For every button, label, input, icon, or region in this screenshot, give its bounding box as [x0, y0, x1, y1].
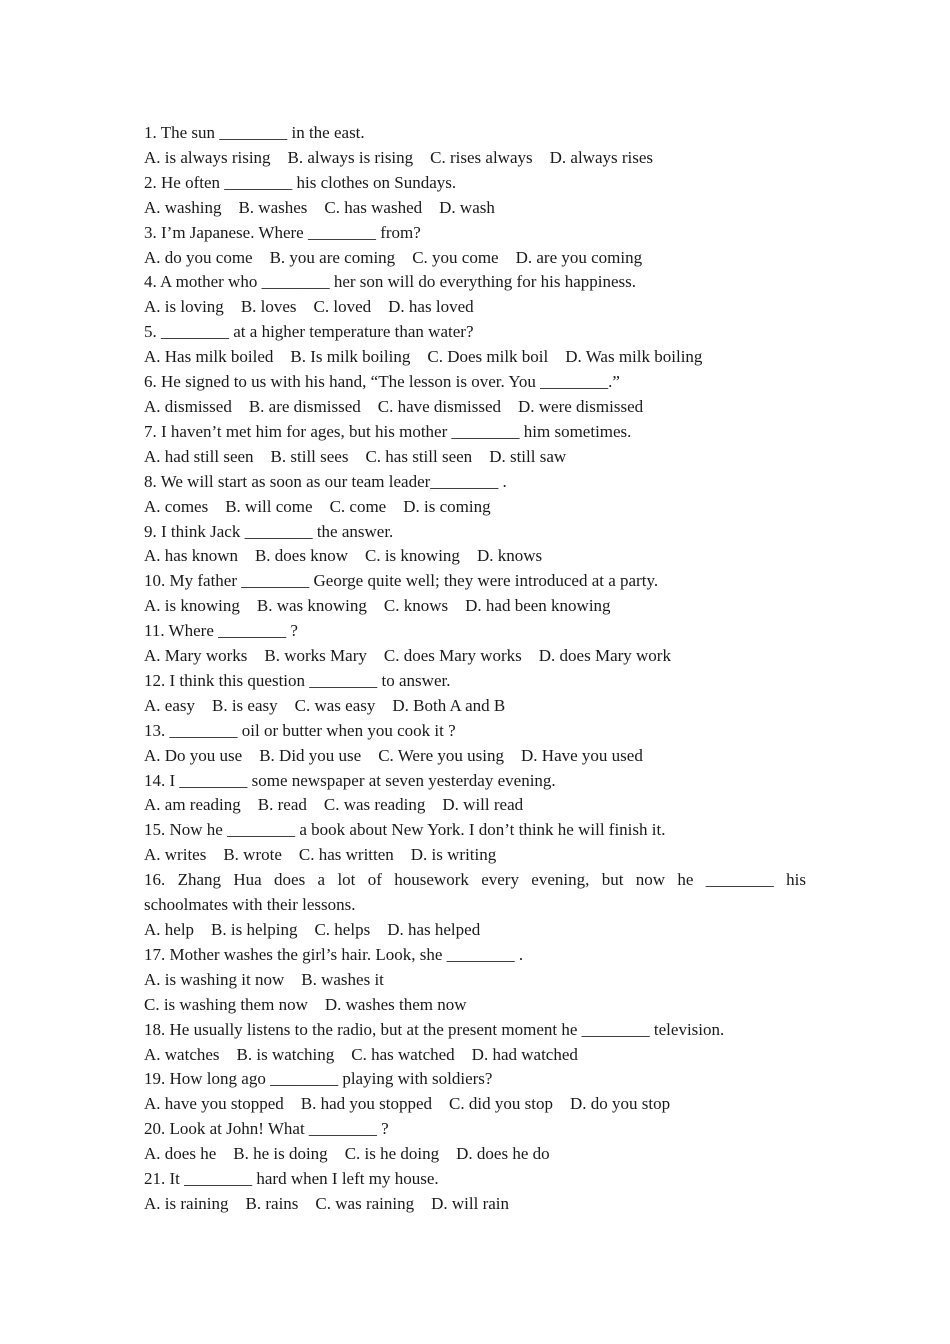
option-a: A. is knowing	[144, 596, 240, 616]
option-c: C. have dismissed	[377, 396, 501, 416]
option-d: D. does Mary work	[538, 646, 671, 666]
option-c: C. knows	[383, 596, 449, 616]
option-a: A. is raining	[144, 1193, 229, 1213]
options-row	[144, 1142, 806, 1167]
question-7	[144, 420, 806, 470]
question-stem: 18. He usually listens to the radio, but at the present moment he ________ television.	[144, 1019, 725, 1039]
option-b: B. loves	[240, 297, 297, 317]
option-a: A. is washing it now	[144, 969, 285, 989]
question-list	[144, 121, 806, 1217]
option-b: B. works Mary	[264, 646, 367, 666]
question-stem: 7. I haven’t met him for ages, but his mother ________ him sometimes.	[144, 421, 632, 441]
option-c: C. loved	[313, 297, 372, 317]
options-row	[144, 445, 806, 470]
question-3	[144, 221, 806, 271]
question-11	[144, 619, 806, 669]
question-2	[144, 171, 806, 221]
options-row	[144, 196, 806, 221]
option-a: A. has known	[144, 546, 238, 566]
question-stem: 21. It ________ hard when I left my house.	[144, 1169, 439, 1189]
question-10	[144, 569, 806, 619]
question-5	[144, 320, 806, 370]
option-a: A. dismissed	[144, 396, 232, 416]
question-1	[144, 121, 806, 171]
option-a: A. watches	[144, 1044, 220, 1064]
options-row	[144, 1043, 806, 1068]
options-row	[144, 146, 806, 171]
option-a: A. is always rising	[144, 147, 271, 167]
option-c: C. did you stop	[449, 1094, 553, 1114]
question-stem: 12. I think this question ________ to answer.	[144, 670, 451, 690]
option-a: A. easy	[144, 695, 195, 715]
options-row	[144, 793, 806, 818]
question-stem: 16. Zhang Hua does a lot of housework every evening, but now he ________ his	[144, 870, 806, 890]
question-12	[144, 669, 806, 719]
option-b: B. is easy	[211, 695, 278, 715]
option-c: C. Were you using	[378, 745, 505, 765]
options-row	[144, 918, 806, 943]
options-row	[144, 1092, 806, 1117]
options-row	[144, 495, 806, 520]
option-b: B. are dismissed	[248, 396, 361, 416]
option-a: A. Mary works	[144, 646, 248, 666]
option-c: C. was easy	[294, 695, 376, 715]
option-d: D. knows	[476, 546, 543, 566]
option-b: B. read	[257, 795, 307, 815]
option-a: A. does he	[144, 1144, 217, 1164]
question-stem: 11. Where ________ ?	[144, 621, 298, 641]
question-21	[144, 1167, 806, 1217]
option-c: C. has written	[298, 845, 394, 865]
question-17	[144, 943, 806, 1018]
question-stem: 13. ________ oil or butter when you cook it ?	[144, 720, 456, 740]
options-row	[144, 843, 806, 868]
option-b: B. was knowing	[256, 596, 367, 616]
option-c: C. has washed	[324, 197, 423, 217]
question-14	[144, 769, 806, 819]
options-row	[144, 246, 806, 271]
option-d: D. is writing	[410, 845, 497, 865]
option-d: D. washes them now	[324, 994, 467, 1014]
option-b: B. still sees	[270, 446, 349, 466]
option-a: A. is loving	[144, 297, 224, 317]
question-stem: 9. I think Jack ________ the answer.	[144, 521, 394, 541]
options-row	[144, 1192, 806, 1217]
question-8	[144, 470, 806, 520]
question-stem: 10. My father ________ George quite well; they were introduced at a party.	[144, 571, 659, 591]
option-d: D. had been knowing	[465, 596, 611, 616]
option-b: B. had you stopped	[300, 1094, 433, 1114]
options-row	[144, 295, 806, 320]
question-stem: 1. The sun ________ in the east.	[144, 123, 365, 142]
question-6	[144, 370, 806, 420]
option-b: B. does know	[254, 546, 348, 566]
question-16	[144, 868, 806, 943]
option-c: C. has still seen	[365, 446, 473, 466]
question-4	[144, 270, 806, 320]
option-b: B. washes	[238, 197, 308, 217]
option-d: D. is coming	[403, 496, 491, 516]
option-b: B. rains	[245, 1193, 299, 1213]
option-a: A. Do you use	[144, 745, 243, 765]
option-a: A. washing	[144, 197, 222, 217]
options-row	[144, 395, 806, 420]
option-b: B. is watching	[236, 1044, 335, 1064]
option-c: C. is he doing	[344, 1144, 440, 1164]
option-c: C. Does milk boil	[427, 347, 549, 367]
option-d: D. always rises	[549, 147, 654, 167]
option-b: B. washes it	[301, 969, 384, 989]
question-stem: 6. He signed to us with his hand, “The lesson is over. You ________.”	[144, 372, 620, 392]
option-d: D. has helped	[387, 920, 481, 939]
option-b: B. Is milk boiling	[290, 347, 411, 367]
question-stem: 3. I’m Japanese. Where ________ from?	[144, 222, 421, 242]
option-a: A. help	[144, 920, 195, 939]
option-d: D. Have you used	[521, 745, 643, 765]
question-stem: 19. How long ago ________ playing with soldiers?	[144, 1069, 493, 1089]
question-20	[144, 1117, 806, 1167]
option-b: B. wrote	[223, 845, 282, 865]
option-d: D. Was milk boiling	[565, 347, 703, 367]
option-d: D. wash	[439, 197, 495, 217]
question-stem: 2. He often ________ his clothes on Sundays.	[144, 172, 457, 192]
option-d: D. are you coming	[515, 247, 643, 267]
options-row	[144, 345, 806, 370]
option-c: C. was raining	[315, 1193, 415, 1213]
options-row	[144, 594, 806, 619]
options-row	[144, 744, 806, 769]
question-stem: 15. Now he ________ a book about New York. I don’t think he will finish it.	[144, 820, 666, 840]
question-18	[144, 1018, 806, 1068]
question-stem: schoolmates with their lessons.	[144, 895, 356, 915]
option-c: C. does Mary works	[383, 646, 522, 666]
option-a: A. am reading	[144, 795, 241, 815]
option-a: A. do you come	[144, 247, 253, 267]
option-b: B. Did you use	[259, 745, 362, 765]
question-stem: 20. Look at John! What ________ ?	[144, 1119, 389, 1139]
options-row	[144, 993, 806, 1018]
option-c: C. helps	[314, 920, 371, 939]
option-a: A. writes	[144, 845, 207, 865]
option-b: B. he is doing	[233, 1144, 328, 1164]
option-a: A. Has milk boiled	[144, 347, 274, 367]
question-stem: 14. I ________ some newspaper at seven yesterday evening.	[144, 770, 556, 790]
option-c: C. rises always	[430, 147, 533, 167]
option-c: C. is knowing	[365, 546, 460, 566]
question-19	[144, 1067, 806, 1117]
option-c: C. you come	[412, 247, 499, 267]
option-a: A. had still seen	[144, 446, 254, 466]
option-c: C. is washing them now	[144, 994, 308, 1014]
question-stem: 8. We will start as soon as our team leader________ .	[144, 471, 507, 491]
options-row	[144, 968, 806, 993]
option-d: D. does he do	[456, 1144, 550, 1164]
option-c: C. was reading	[323, 795, 426, 815]
question-13	[144, 719, 806, 769]
option-d: D. will read	[442, 795, 524, 815]
option-d: D. has loved	[388, 297, 474, 317]
question-stem: 4. A mother who ________ her son will do everything for his happiness.	[144, 272, 637, 292]
option-d: D. Both A and B	[392, 695, 506, 715]
option-d: D. had watched	[471, 1044, 578, 1064]
options-row	[144, 544, 806, 569]
question-stem: 5. ________ at a higher temperature than water?	[144, 322, 474, 342]
option-a: A. comes	[144, 496, 209, 516]
option-a: A. have you stopped	[144, 1094, 284, 1114]
option-d: D. were dismissed	[518, 396, 644, 416]
option-c: C. has watched	[351, 1044, 455, 1064]
option-b: B. is helping	[211, 920, 298, 939]
options-row	[144, 694, 806, 719]
option-d: D. will rain	[431, 1193, 510, 1213]
option-c: C. come	[329, 496, 387, 516]
option-b: B. always is rising	[287, 147, 414, 167]
question-9	[144, 520, 806, 570]
option-d: D. still saw	[489, 446, 567, 466]
option-b: B. will come	[225, 496, 313, 516]
options-row	[144, 644, 806, 669]
question-stem: 17. Mother washes the girl’s hair. Look, she ________ .	[144, 944, 524, 964]
option-d: D. do you stop	[569, 1094, 671, 1114]
question-15	[144, 818, 806, 868]
option-b: B. you are coming	[269, 247, 396, 267]
